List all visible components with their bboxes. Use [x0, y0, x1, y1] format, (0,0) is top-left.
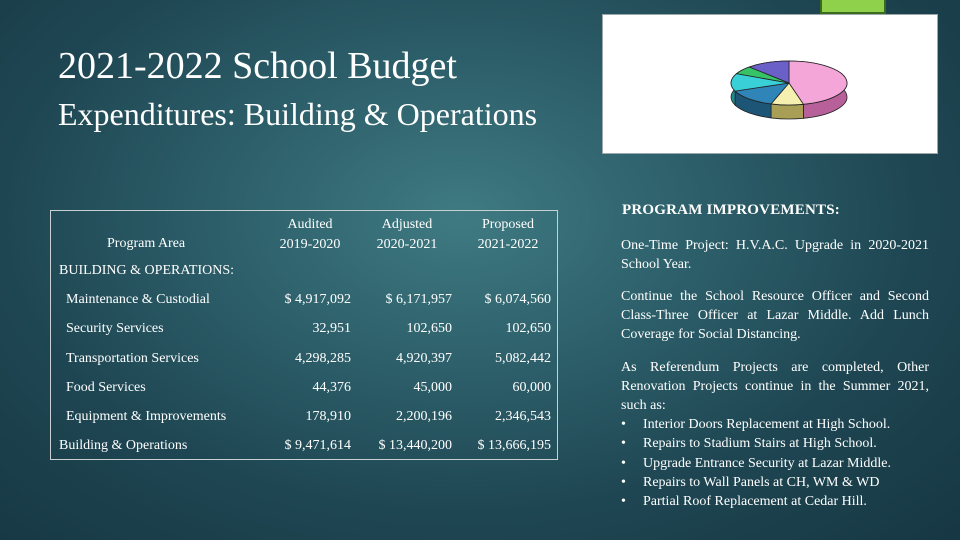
total-audited: $ 9,471,614	[284, 438, 351, 453]
list-item-text: Interior Doors Replacement at High School.	[643, 417, 891, 432]
header-adjusted-year: 2020-2021	[376, 237, 438, 252]
row-proposed: 2,346,543	[495, 409, 551, 424]
pie-slice-side-yellow	[771, 104, 803, 119]
row-audited: 44,376	[312, 380, 351, 395]
header-audited-label: Audited	[287, 217, 333, 232]
row-audited: 4,298,285	[295, 351, 351, 366]
row-adjusted: 2,200,196	[396, 409, 452, 424]
list-item-text: Partial Roof Replacement at Cedar Hill.	[643, 494, 867, 510]
bullet-marker: •	[621, 494, 626, 510]
list-item-text: Repairs to Wall Panels at CH, WM & WD	[643, 474, 880, 490]
row-name: Transportation Services	[66, 351, 199, 366]
list-item-text: Repairs to Stadium Stairs at High School.	[643, 436, 877, 452]
header-adjusted-label: Adjusted	[381, 217, 433, 232]
section-label: BUILDING & OPERATIONS:	[59, 263, 234, 278]
total-proposed: $ 13,666,195	[477, 438, 551, 453]
renovation-list	[621, 415, 933, 511]
row-proposed: $ 6,074,560	[484, 292, 551, 307]
total-adjusted: $ 13,440,200	[378, 438, 452, 453]
row-name: Maintenance & Custodial	[66, 292, 210, 307]
bullet-marker: •	[621, 436, 626, 452]
bullet-marker: •	[621, 474, 626, 490]
row-adjusted: 4,920,397	[396, 351, 452, 366]
header-proposed-label: Proposed	[481, 217, 535, 232]
slide-title: 2021-2022 School Budget	[58, 45, 457, 87]
budget-table	[50, 210, 558, 460]
pie-chart	[603, 15, 937, 153]
row-audited: 178,910	[305, 409, 351, 424]
list-item	[621, 434, 933, 453]
improvements-heading: PROGRAM IMPROVEMENTS:	[622, 202, 840, 218]
green-tab-marker	[820, 0, 886, 14]
total-name: Building & Operations	[59, 438, 188, 453]
row-proposed: 5,082,442	[495, 351, 551, 366]
row-adjusted: 45,000	[413, 380, 452, 395]
improvement-hvac: One-Time Project: H.V.A.C. Upgrade in 2020-2021 School Year.	[621, 238, 929, 272]
list-item	[621, 473, 933, 492]
header-proposed-year: 2021-2022	[477, 237, 539, 252]
header-program-area: Program Area	[107, 236, 186, 251]
list-item	[621, 492, 933, 511]
row-proposed: 102,650	[505, 321, 551, 336]
improvement-security: Continue the School Resource Officer and Second Class-Three Officer at Lazar Middle. Add Lunch Coverage for Social Distancing.	[621, 289, 929, 342]
list-item-text: Upgrade Entrance Security at Lazar Middle.	[643, 455, 892, 471]
improvement-renovation: As Referendum Projects are completed, Other Renovation Projects continue in the Summer 2021, such as:	[621, 360, 929, 413]
row-proposed: 60,000	[512, 380, 551, 395]
pie-chart-frame	[602, 14, 938, 154]
bullet-marker: •	[621, 455, 626, 471]
header-audited-year: 2019-2020	[279, 237, 341, 252]
row-adjusted: $ 6,171,957	[385, 292, 452, 307]
header-audited	[265, 215, 355, 255]
bullet-marker: •	[621, 417, 626, 432]
slide-subtitle: Expenditures: Building & Operations	[58, 96, 538, 132]
list-item	[621, 415, 933, 434]
row-audited: $ 4,917,092	[284, 292, 351, 307]
header-proposed	[461, 215, 555, 255]
row-adjusted: 102,650	[406, 321, 452, 336]
row-name: Security Services	[66, 321, 164, 336]
row-name: Equipment & Improvements	[66, 409, 227, 424]
row-name: Food Services	[66, 380, 146, 395]
header-adjusted	[361, 215, 453, 255]
list-item	[621, 454, 933, 473]
row-audited: 32,951	[312, 321, 351, 336]
